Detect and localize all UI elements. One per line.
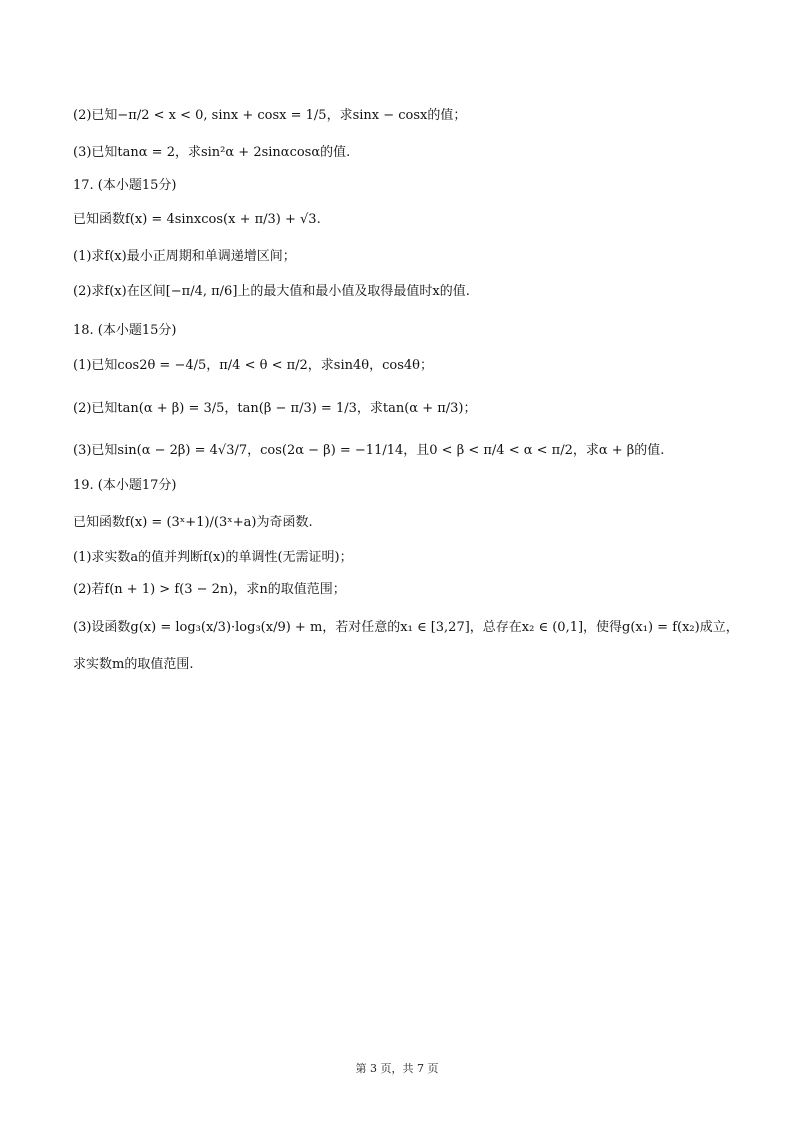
q17-stem: 已知函数f(x) = 4sinxcos(x + π/3) + √3.: [73, 212, 321, 227]
q18-heading: 18. (本小题15分): [73, 323, 177, 338]
q17-part2: (2)求f(x)在区间[−π/4, π/6]上的最大值和最小值及取得最值时x的值.: [73, 284, 470, 299]
q19-part3: (3)设函数g(x) = log₃(x/3)·log₃(x/9) + m，若对任意的x₁ ∈ [3,27]，总存在x₂ ∈ (0,1]，使得g(x₁) = f(x₂)成立，: [73, 620, 739, 635]
q19-heading: 19. (本小题17分): [73, 478, 177, 493]
q19-part3-cont: 求实数m的取值范围.: [73, 657, 194, 672]
q18-part1: (1)已知cos2θ = −4/5，π/4 < θ < π/2，求sin4θ，cos4θ；: [73, 358, 433, 373]
q17-part1: (1)求f(x)最小正周期和单调递增区间；: [73, 249, 296, 264]
q18-part2: (2)已知tan(α + β) = 3/5，tan(β − π/3) = 1/3，求tan(α + π/3)；: [73, 401, 477, 416]
page-number: 第 3 页，共 7 页: [355, 1062, 439, 1075]
q16-part2: (2)已知−π/2 < x < 0, sinx + cosx = 1/5，求sinx − cosx的值；: [73, 108, 467, 123]
q19-stem: 已知函数f(x) = (3ˣ+1)/(3ˣ+a)为奇函数.: [73, 515, 313, 530]
q19-part2: (2)若f(n + 1) > f(3 − 2n)，求n的取值范围；: [73, 582, 346, 597]
q18-part3: (3)已知sin(α − 2β) = 4√3/7，cos(2α − β) = −11/14，且0 < β < π/4 < α < π/2，求α + β的值.: [73, 443, 665, 458]
q17-heading: 17. (本小题15分): [73, 178, 177, 193]
q16-part3: (3)已知tanα = 2，求sin²α + 2sinαcosα的值.: [73, 145, 351, 160]
q19-part1: (1)求实数a的值并判断f(x)的单调性(无需证明)；: [73, 550, 353, 565]
